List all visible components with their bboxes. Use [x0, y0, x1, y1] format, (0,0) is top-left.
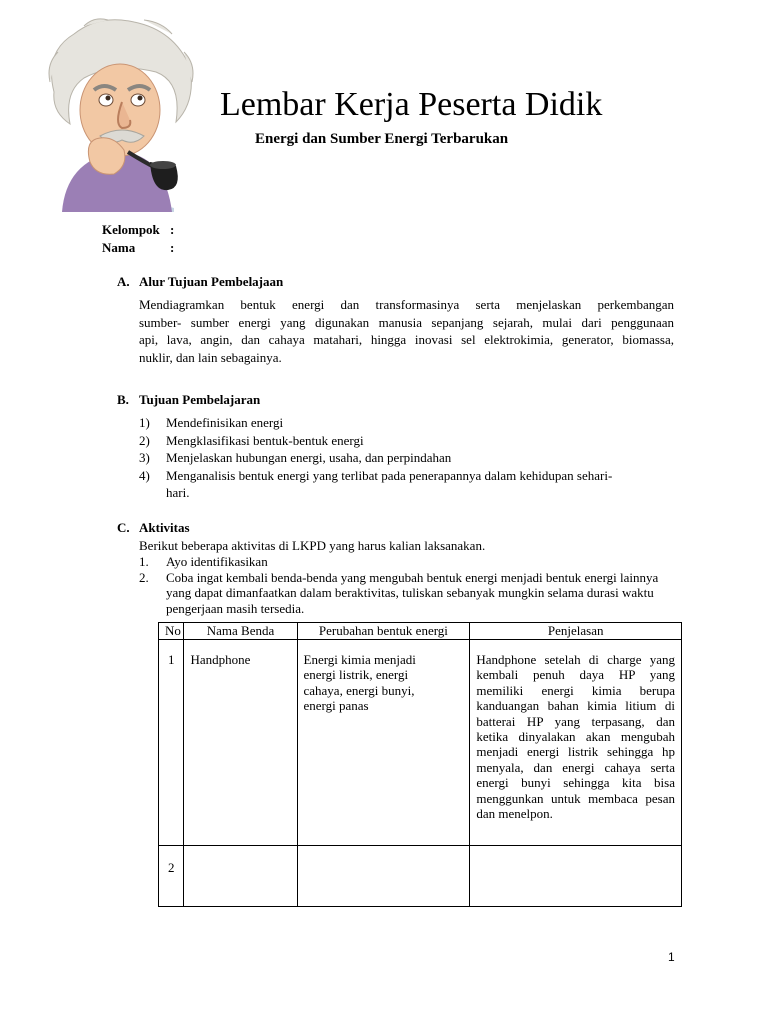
list-number: 2.	[139, 569, 149, 585]
energy-table	[158, 622, 682, 907]
cell-benda: Handphone	[184, 640, 297, 846]
list-number: 4)	[139, 467, 150, 483]
list-text: Menjelaskan hubungan energi, usaha, dan perpindahan	[166, 450, 452, 465]
section-c-letter: C.	[117, 520, 130, 535]
cell-benda[interactable]	[184, 846, 297, 907]
section-a-letter: A.	[117, 274, 130, 289]
objectives-list	[139, 414, 639, 502]
cell-no: 1	[159, 640, 184, 846]
list-item	[139, 467, 616, 502]
table-row	[159, 846, 682, 907]
identity-block	[102, 221, 175, 257]
header-benda: Nama Benda	[184, 623, 297, 640]
section-a-paragraph	[139, 296, 674, 366]
section-a-title: Alur Tujuan Pembelajaan	[139, 274, 284, 289]
section-a-heading	[117, 274, 283, 290]
page-number: 1	[668, 950, 675, 964]
list-number: 2)	[139, 432, 150, 448]
section-a-line: Mendiagramkan bentuk energi dan transformasinya serta menjelaskan perkembangan	[139, 297, 674, 312]
activity-intro: Berikut beberapa aktivitas di LKPD yang harus kalian laksanakan.	[139, 538, 486, 553]
list-number: 1.	[139, 554, 149, 569]
list-item	[139, 432, 639, 450]
list-text: Coba ingat kembali benda-benda yang mengubah bentuk energi menjadi bentuk energi lainnya yang dapat dimanfaatkan dalam beraktivitas, tuliskan sebanyak mungkin selama durasi waktu pengerjaan masih tersedia.	[166, 569, 659, 616]
list-text: Menganalisis bentuk energi yang terlibat pada penerapannya dalam kehidupan sehari- hari.	[166, 467, 613, 500]
list-text: Mendefinisikan energi	[166, 415, 284, 430]
list-text: Ayo identifikasikan	[166, 554, 268, 569]
list-item	[139, 449, 639, 467]
list-item	[139, 414, 639, 432]
cell-perubahan: Energi kimia menjadi energi listrik, energi cahaya, energi bunyi, energi panas	[297, 640, 470, 846]
cell-no: 2	[159, 846, 184, 907]
section-b-letter: B.	[117, 392, 129, 407]
table-row	[159, 640, 682, 846]
scientist-illustration	[44, 12, 196, 212]
section-b-heading	[117, 392, 260, 408]
section-a-line: nuklir, dan lain sebagainya.	[139, 349, 282, 365]
section-c-title: Aktivitas	[139, 520, 190, 535]
activity-list	[139, 554, 679, 616]
section-b-title: Tujuan Pembelajaran	[139, 392, 261, 407]
cell-perubahan[interactable]	[297, 846, 470, 907]
section-c-heading	[117, 520, 190, 536]
list-item	[139, 570, 666, 617]
header-perubahan: Perubahan bentuk energi	[297, 623, 470, 640]
header-penjelasan: Penjelasan	[470, 623, 682, 640]
section-a-line: api, lava, angin, dan cahaya matahari, hingga inovasi sel elektrokimia, generator, biomassa,	[139, 332, 674, 347]
section-a-line: sumber- sumber energi yang digunakan manusia sepanjang sejarah, mulai dari penggunaan	[139, 314, 674, 330]
cell-penjelasan[interactable]	[470, 846, 682, 907]
name-label: Nama	[102, 240, 136, 255]
group-row	[102, 221, 175, 239]
name-colon: :	[170, 240, 175, 255]
cell-penjelasan: Handphone setelah di charge yang kembali penuh daya HP yang memiliki energi kimia berupa kanduangan bahan kimia litium di batterai HP yang terpasang, dan ketika dinyalakan akan mengubah menjadi energi listrik sehingga hp menyala, dan energi cahaya serta energi bunyi sehingga kita bisa menggunkan untuk membaca pesan dan menelpon.	[470, 640, 682, 846]
page-title: Lembar Kerja Peserta Didik	[220, 86, 603, 123]
list-number: 1)	[139, 415, 150, 430]
group-label: Kelompok	[102, 222, 160, 237]
table-header-row	[159, 623, 682, 640]
header-no: No	[159, 623, 184, 640]
group-colon: :	[170, 222, 175, 237]
list-number: 3)	[139, 450, 150, 465]
page-subtitle: Energi dan Sumber Energi Terbarukan	[255, 131, 509, 147]
name-row	[102, 239, 175, 257]
list-item	[139, 554, 679, 570]
list-text: Mengklasifikasi bentuk-bentuk energi	[166, 432, 364, 448]
